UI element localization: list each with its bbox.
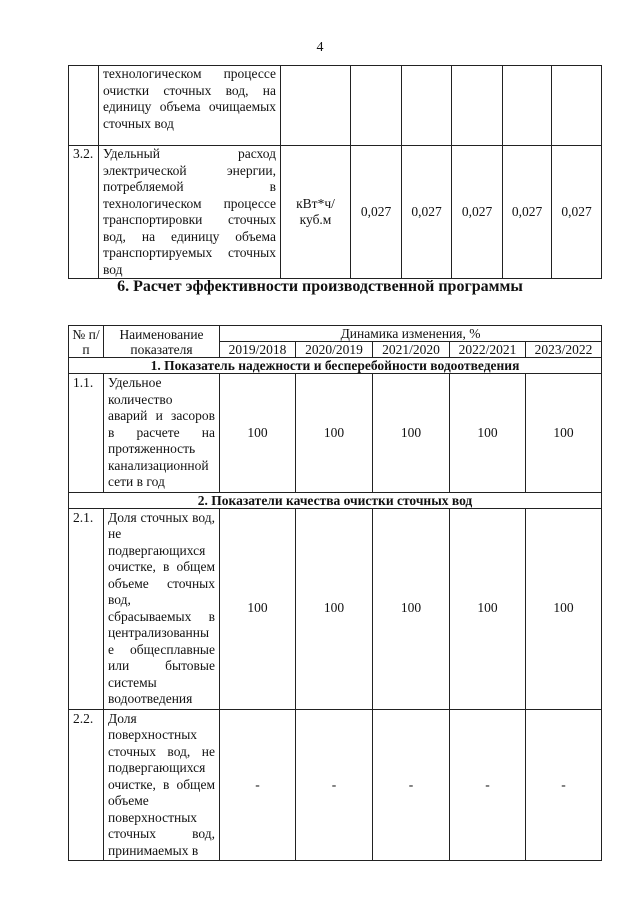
table-row bbox=[69, 508, 602, 709]
indicator-name: Доля сточных вод, не подвергающихся очистке, в общем объеме сточных вод, сбрасываемых в централизованны е общесплавные или бытовые системы водоотведения bbox=[104, 508, 220, 709]
value-cell bbox=[552, 66, 602, 146]
table-row bbox=[69, 374, 602, 493]
value-cell: - bbox=[296, 709, 373, 861]
value-cell: 100 bbox=[296, 374, 373, 493]
value-cell: - bbox=[526, 709, 602, 861]
value-cell: 100 bbox=[220, 508, 296, 709]
column-header-year: 2021/2020 bbox=[373, 342, 450, 358]
value-cell: 100 bbox=[526, 374, 602, 493]
column-header-dynamics: Динамика изменения, % bbox=[220, 326, 602, 342]
value-cell: 100 bbox=[296, 508, 373, 709]
column-header-year: 2023/2022 bbox=[526, 342, 602, 358]
column-header-year: 2022/2021 bbox=[450, 342, 526, 358]
value-cell bbox=[503, 66, 552, 146]
value-cell: 100 bbox=[450, 508, 526, 709]
value-cell: 0,027 bbox=[552, 146, 602, 279]
value-cell: 100 bbox=[450, 374, 526, 493]
value-cell: 100 bbox=[373, 508, 450, 709]
value-cell bbox=[452, 66, 503, 146]
indicator-name: технологическом процессе очистки сточных вод, на единицу объема очищаемых сточных вод bbox=[99, 66, 281, 146]
row-number: 2.2. bbox=[69, 709, 104, 861]
value-cell: 0,027 bbox=[503, 146, 552, 279]
column-header-year: 2019/2018 bbox=[220, 342, 296, 358]
value-cell: 0,027 bbox=[452, 146, 503, 279]
value-cell: - bbox=[220, 709, 296, 861]
value-cell: 100 bbox=[220, 374, 296, 493]
value-cell: 100 bbox=[373, 374, 450, 493]
table-header-row bbox=[69, 326, 602, 342]
section-title: 6. Расчет эффективности производственной программы bbox=[117, 278, 523, 295]
value-cell: 0,027 bbox=[351, 146, 402, 279]
indicator-name: Доля поверхностных сточных вод, не подвергающихся очистке, в общем объеме поверхностных сточных вод, принимаемых в bbox=[104, 709, 220, 861]
table-row bbox=[69, 709, 602, 861]
value-cell: 0,027 bbox=[402, 146, 452, 279]
group-title: 1. Показатель надежности и бесперебойности водоотведения bbox=[69, 358, 602, 374]
value-cell bbox=[402, 66, 452, 146]
efficiency-table bbox=[68, 325, 602, 861]
table-row bbox=[69, 146, 602, 279]
value-cell: - bbox=[373, 709, 450, 861]
group-header-row bbox=[69, 492, 602, 508]
page-number: 4 bbox=[316, 40, 324, 55]
column-header-name: Наименование показателя bbox=[104, 326, 220, 358]
indicator-name: Удельное количество аварий и засоров в расчете на протяженность канализационной сети в год bbox=[104, 374, 220, 493]
table-row bbox=[69, 66, 602, 146]
indicator-name: Удельный расход электрической энергии, потребляемой в технологическом процессе транспортировки сточных вод, на единицу объема транспортируемых сточных вод bbox=[99, 146, 281, 279]
row-number: 2.1. bbox=[69, 508, 104, 709]
group-title: 2. Показатели качества очистки сточных вод bbox=[69, 492, 602, 508]
value-cell bbox=[351, 66, 402, 146]
column-header-year: 2020/2019 bbox=[296, 342, 373, 358]
unit-cell bbox=[281, 66, 351, 146]
row-number: 1.1. bbox=[69, 374, 104, 493]
value-cell: - bbox=[450, 709, 526, 861]
row-number: 3.2. bbox=[69, 146, 99, 279]
value-cell: 100 bbox=[526, 508, 602, 709]
column-header-number: № п/п bbox=[69, 326, 104, 358]
energy-consumption-table bbox=[68, 65, 602, 279]
row-number bbox=[69, 66, 99, 146]
unit-cell: кВт*ч/ куб.м bbox=[281, 146, 351, 279]
group-header-row bbox=[69, 358, 602, 374]
